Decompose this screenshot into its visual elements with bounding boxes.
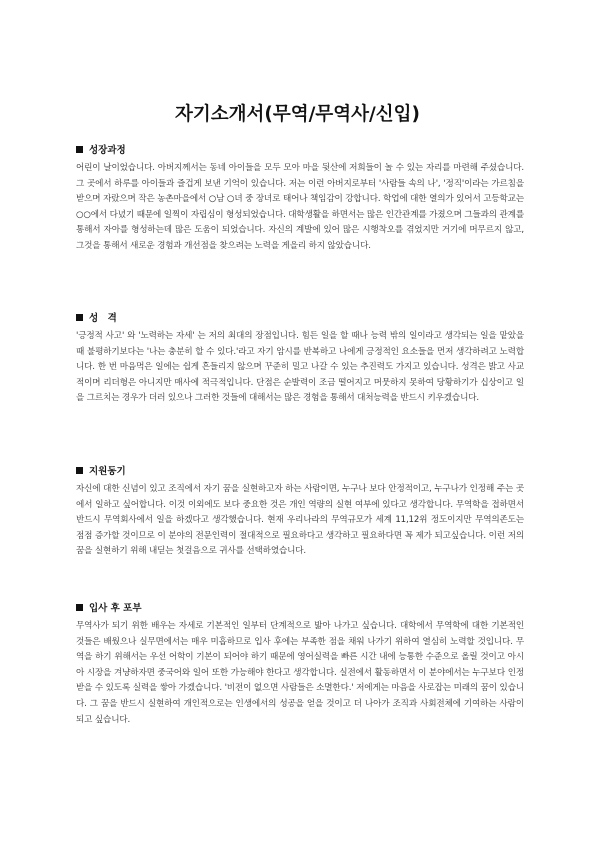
- section-body-growth: 어린이 날이었습니다. 아버지께서는 동네 아이들을 모두 모아 마을 뒷산에 저희들이 놀 수 있는 자리를 마련해 주셨습니다. 그 곳에서 하루를 아이들과 즐겁게 보낸 기억이 있습니다. 저는 이런 아버지로부터 '사람들 속의 나', '정직'이라는 가르침을 받으며 자랐으며 작은 농촌마을에서 ○남 ○녀 중 장녀로 태어나 책임감이 강합니다. 학업에 대한 열의가 있어서 고등학교는 ○○에서 다녔기 때문에 일찍이 자립심이 형성되었습니다. 대학생활을 하면서는 많은 인간관계를 가졌으며 그들과의 관계를 통해서 자아를 형성하는데 많은 도움이 되었습니다. 자신의 계발에 있어 많은 시행착오를 겪었지만 거기에 머무르지 않고, 그것을 통해서 새로운 경험과 개선점을 찾으려는 노력을 게을리 하지 않았습니다.: [76, 163, 524, 251]
- square-bullet-icon: [76, 467, 83, 474]
- section-body-aspiration: 무역사가 되기 위한 배우는 자세로 기본적인 일부터 단계적으로 밟아 나가고 싶습니다. 대학에서 무역학에 대한 기본적인 것들은 배웠으나 실무면에서는 매우 미흡하므로 입사 후에는 부족한 점을 채워 나가기 위하여 열심히 노력할 것입니다. 무역을 하기 위해서는 우선 어학이 기본이 되어야 하기 때문에 영어실력을 빠른 시간 내에 능통한 수준으로 올릴 것이고 아시아 시장을 겨냥하자면 중국어와 일어 또한 가능해야 한다고 생각합니다. 실전에서 활동하면서 이 분야에서는 누구보다 인정받을 수 있도록 실력을 쌓아 가겠습니다. '비전이 없으면 사람들은 소멸한다.' 저에게는 마음을 사로잡는 미래의 꿈이 있습니다. 그 꿈을 반드시 실현하여 개인적으로는 인생에서의 성공을 얻을 것이고 더 나아가 조직과 사회전체에 기여하는 사람이 되고 싶습니다.: [76, 621, 524, 725]
- section-heading-label: 입사 후 포부: [89, 603, 142, 614]
- square-bullet-icon: [76, 314, 83, 321]
- section-heading-growth: [76, 142, 126, 156]
- square-bullet-icon: [76, 604, 83, 611]
- section-heading-label: 성장과정: [89, 145, 126, 156]
- document-title: 자기소개서(무역/무역사/신입): [175, 104, 420, 125]
- section-heading-label: 성 격: [89, 313, 117, 324]
- section-heading-personality: [76, 310, 117, 324]
- section-heading-label: 지원동기: [89, 466, 126, 477]
- square-bullet-icon: [76, 146, 83, 153]
- section-heading-motivation: [76, 463, 126, 477]
- section-heading-aspiration: [76, 600, 142, 614]
- section-body-motivation: 자신에 대한 신념이 있고 조직에서 자기 꿈을 실현하고자 하는 사람이면, 누구나 보다 안정적이고, 누구나가 인정해 주는 곳에서 일하고 싶어합니다. 이것 이외에도 보다 중요한 것은 개인 역량의 실현 여부에 있다고 생각합니다. 무역학을 접하면서 반드시 무역회사에서 일을 하겠다고 생각했습니다. 현재 우리나라의 무역규모가 세계 11,12위 정도이지만 무역의존도는 점점 증가할 것이므로 이 분야의 전문인력이 절대적으로 필요하다고 생각하고 필요하다면 꼭 제가 되고싶습니다. 이런 저의 꿈을 실현하기 위해 내딛는 첫걸음으로 귀사를 선택하였습니다.: [76, 484, 524, 557]
- section-body-personality: '긍정적 사고' 와 '노력하는 자세' 는 저의 최대의 장점입니다. 힘든 일을 할 때나 능력 밖의 일이라고 생각되는 일을 맡았을 때 불평하기보다는 '나는 충분히 할 수 있다.'라고 자기 암시를 반복하고 나에게 긍정적인 요소들을 먼저 생각하려고 노력합니다. 한 번 마음먹은 일에는 쉽게 흔들리지 않으며 꾸준히 밀고 나갈 수 있는 추진력도 가지고 있습니다. 성격은 밝고 사교적이며 리더형은 아니지만 매사에 적극적입니다. 단점은 순발력이 조금 떨어지고 머뭇하지 못하여 당황하기가 십상이고 일을 그르치는 경우가 더러 있으나 그러한 것들에 대해서는 많은 경험을 통해서 대처능력을 반드시 키우겠습니다.: [76, 331, 524, 404]
